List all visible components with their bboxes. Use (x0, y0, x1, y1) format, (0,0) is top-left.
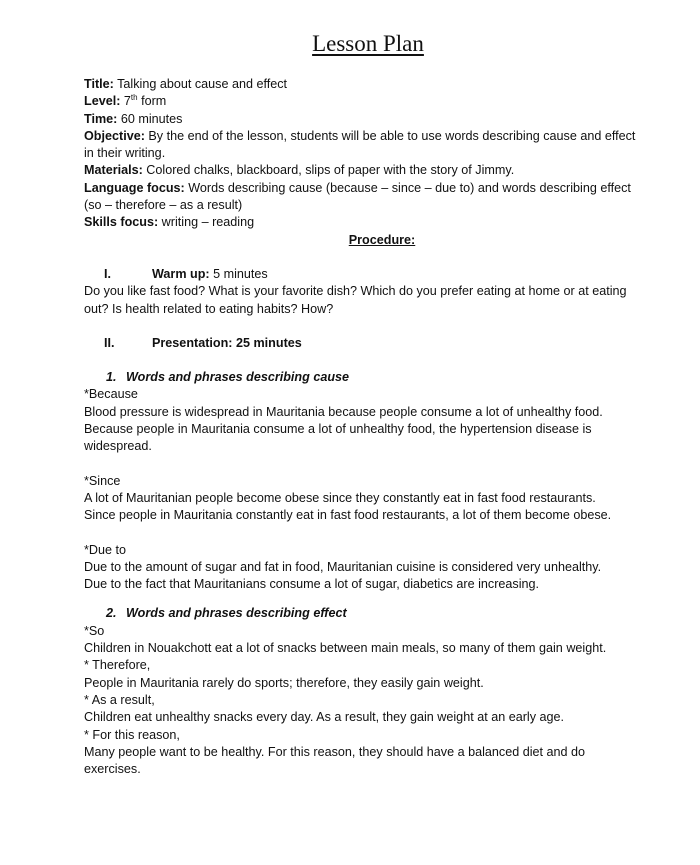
meta-title-label: Title: (84, 77, 114, 91)
meta-language-value: Words describing cause (because – since – due to) and words describing effect (so – therefore – as a result) (84, 180, 631, 213)
meta-language-focus (84, 180, 640, 215)
as-a-result-label: * As a result, (84, 692, 155, 707)
dueto-example-1: Due to the amount of sugar and fat in food, Mauritanian cuisine is considered very unhealthy. (84, 559, 602, 574)
warmup-time: 5 minutes (209, 266, 268, 281)
for-this-reason-label: * For this reason, (84, 727, 180, 742)
as-a-result-example-1: Children eat unhealthy snacks every day. As a result, they gain weight at an early age. (84, 710, 565, 725)
cause-heading-text: Words and phrases describing cause (126, 370, 350, 385)
meta-skills-value: writing – reading (158, 215, 255, 230)
since-label: *Since (84, 473, 121, 488)
because-example-1: Blood pressure is widespread in Mauritania because people consume a lot of unhealthy food. (84, 404, 603, 419)
meta-time-value: 60 minutes (117, 111, 183, 126)
document-title: Lesson Plan (312, 31, 424, 56)
meta-objective-label: Objective: (84, 128, 145, 143)
therefore-example-1: People in Mauritania rarely do sports; therefore, they easily gain weight. (84, 675, 484, 690)
effect-number: 2. (106, 606, 117, 621)
therefore-label: * Therefore, (84, 658, 151, 673)
meta-language-label: Language focus: (84, 180, 185, 195)
warmup-questions: Do you like fast food? What is your favorite dish? Which do you prefer eating at home or at eating out? Is health related to eating habits? How? (84, 284, 627, 316)
since-example-2: Since people in Mauritania constantly eat in fast food restaurants, a lot of them become obese. (84, 508, 612, 523)
meta-materials-label: Materials: (84, 163, 143, 178)
meta-time-label: Time: (84, 111, 118, 126)
cause-heading (84, 369, 640, 386)
meta-title (84, 76, 640, 93)
meta-time (84, 111, 640, 128)
warmup-number: I. (104, 266, 111, 281)
meta-level (84, 93, 640, 110)
meta-skills-focus (84, 214, 640, 231)
meta-level-sup: th (130, 93, 138, 103)
lesson-meta (84, 76, 640, 232)
presentation-number: II. (104, 335, 115, 350)
effect-heading-text: Words and phrases describing effect (126, 606, 347, 621)
dueto-label: *Due to (84, 542, 127, 557)
presentation-label: Presentation: 25 minutes (152, 335, 302, 350)
meta-title-value: Talking about cause and effect (113, 77, 288, 91)
since-example-1: A lot of Mauritanian people become obese since they constantly eat in fast food restaurants. (84, 490, 596, 505)
meta-objective-value: By the end of the lesson, students will be able to use words describing cause and effect in their writing. (84, 128, 636, 161)
so-label: *So (84, 623, 105, 638)
warmup-heading (84, 266, 640, 283)
presentation-heading (84, 335, 640, 352)
meta-level-suffix: form (137, 94, 167, 109)
meta-level-label: Level: (84, 94, 121, 109)
effect-heading (84, 605, 640, 622)
warmup-label: Warm up: (152, 266, 210, 281)
cause-number: 1. (106, 370, 117, 385)
because-label: *Because (84, 387, 138, 402)
so-example-1: Children in Nouakchott eat a lot of snacks between main meals, so many of them gain weight. (84, 641, 607, 656)
meta-materials (84, 162, 640, 179)
procedure-heading: Procedure: (348, 232, 416, 247)
for-this-reason-example-1: Many people want to be healthy. For this reason, they should have a balanced diet and do exercises. (84, 744, 586, 777)
dueto-example-2: Due to the fact that Mauritanians consume a lot of sugar, diabetics are increasing. (84, 577, 540, 592)
because-example-2: Because people in Mauritania consume a lot of unhealthy food, the hypertension disease is widespread. (84, 422, 592, 454)
meta-materials-value: Colored chalks, blackboard, slips of paper with the story of Jimmy. (142, 163, 515, 178)
meta-objective (84, 128, 640, 163)
meta-skills-label: Skills focus: (84, 215, 159, 230)
meta-level-value: 7 (120, 94, 131, 109)
